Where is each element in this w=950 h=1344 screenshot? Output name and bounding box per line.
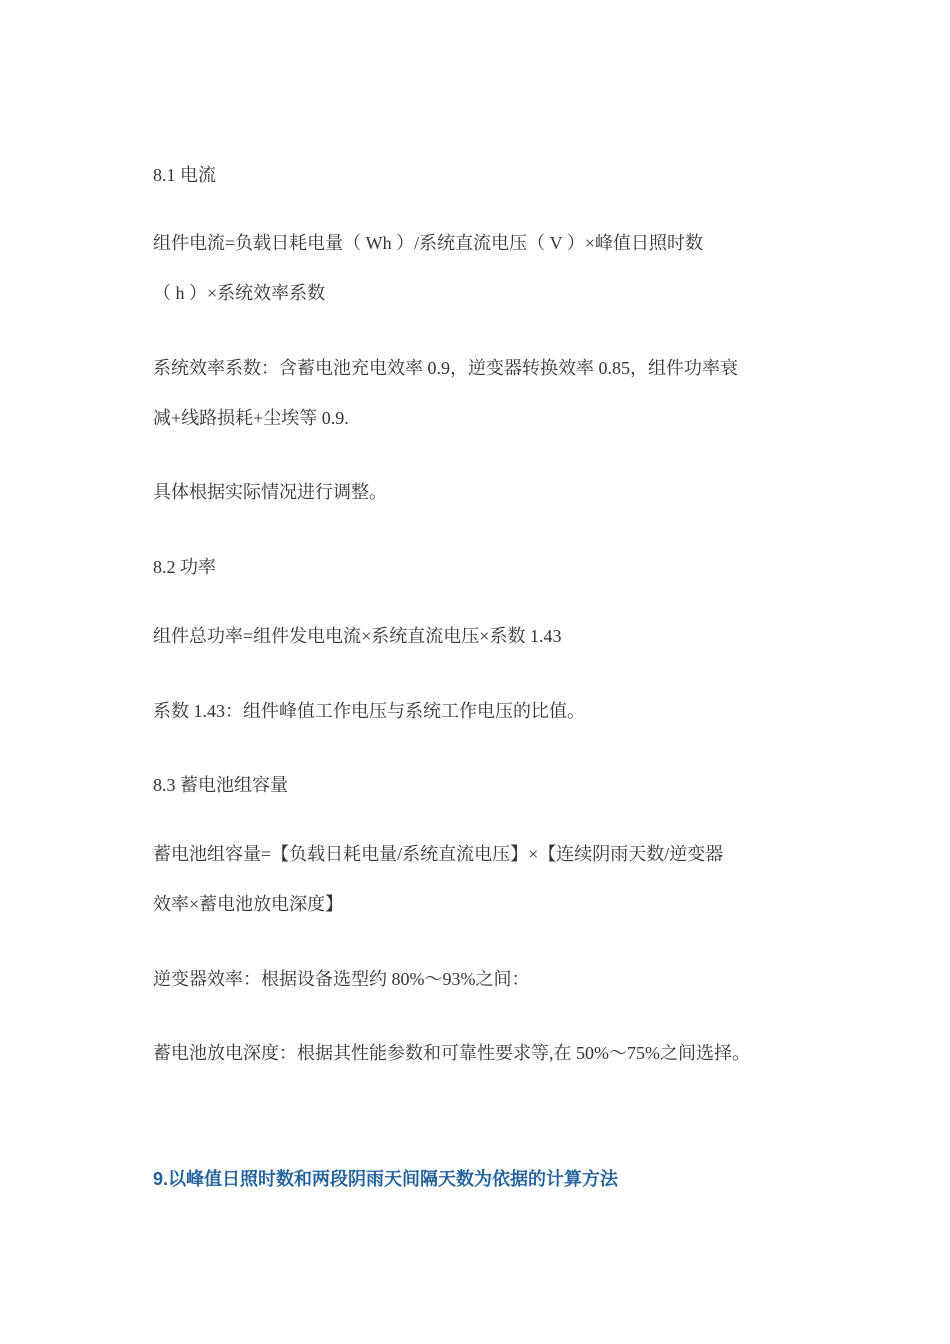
power-formula: 组件总功率=组件发电电流×系统直流电压×系数 1.43 (153, 626, 562, 646)
section-8-2-title: 8.2 功率 (153, 557, 216, 577)
coefficient-note: 系数 1.43：组件峰值工作电压与系统工作电压的比值。 (153, 701, 585, 721)
battery-capacity-formula-line2: 效率×蓄电池放电深度】 (153, 894, 344, 914)
section-8-3-title: 8.3 蓄电池组容量 (153, 775, 288, 795)
inverter-efficiency-note: 逆变器效率：根据设备选型约 80%～93%之间： (153, 969, 530, 989)
discharge-depth-note: 蓄电池放电深度：根据其性能参数和可靠性要求等,在 50%～75%之间选择。 (153, 1043, 750, 1063)
efficiency-coefficient-line2: 减+线路损耗+尘埃等 0.9. (153, 408, 349, 428)
current-formula-line2: （ h ）×系统效率系数 (153, 283, 326, 303)
efficiency-coefficient-line1: 系统效率系数：含蓄电池充电效率 0.9，逆变器转换效率 0.85，组件功率衰 (153, 358, 738, 378)
section-8-1-title: 8.1 电流 (153, 165, 216, 185)
adjustment-note: 具体根据实际情况进行调整。 (153, 482, 387, 502)
section-9-heading: 9.以峰值日照时数和两段阴雨天间隔天数为依据的计算方法 (153, 1169, 619, 1189)
current-formula-line1: 组件电流=负载日耗电量（ Wh ）/系统直流电压（ V ）×峰值日照时数 (153, 233, 703, 253)
battery-capacity-formula-line1: 蓄电池组容量=【负载日耗电量/系统直流电压】×【连续阴雨天数/逆变器 (153, 844, 724, 864)
